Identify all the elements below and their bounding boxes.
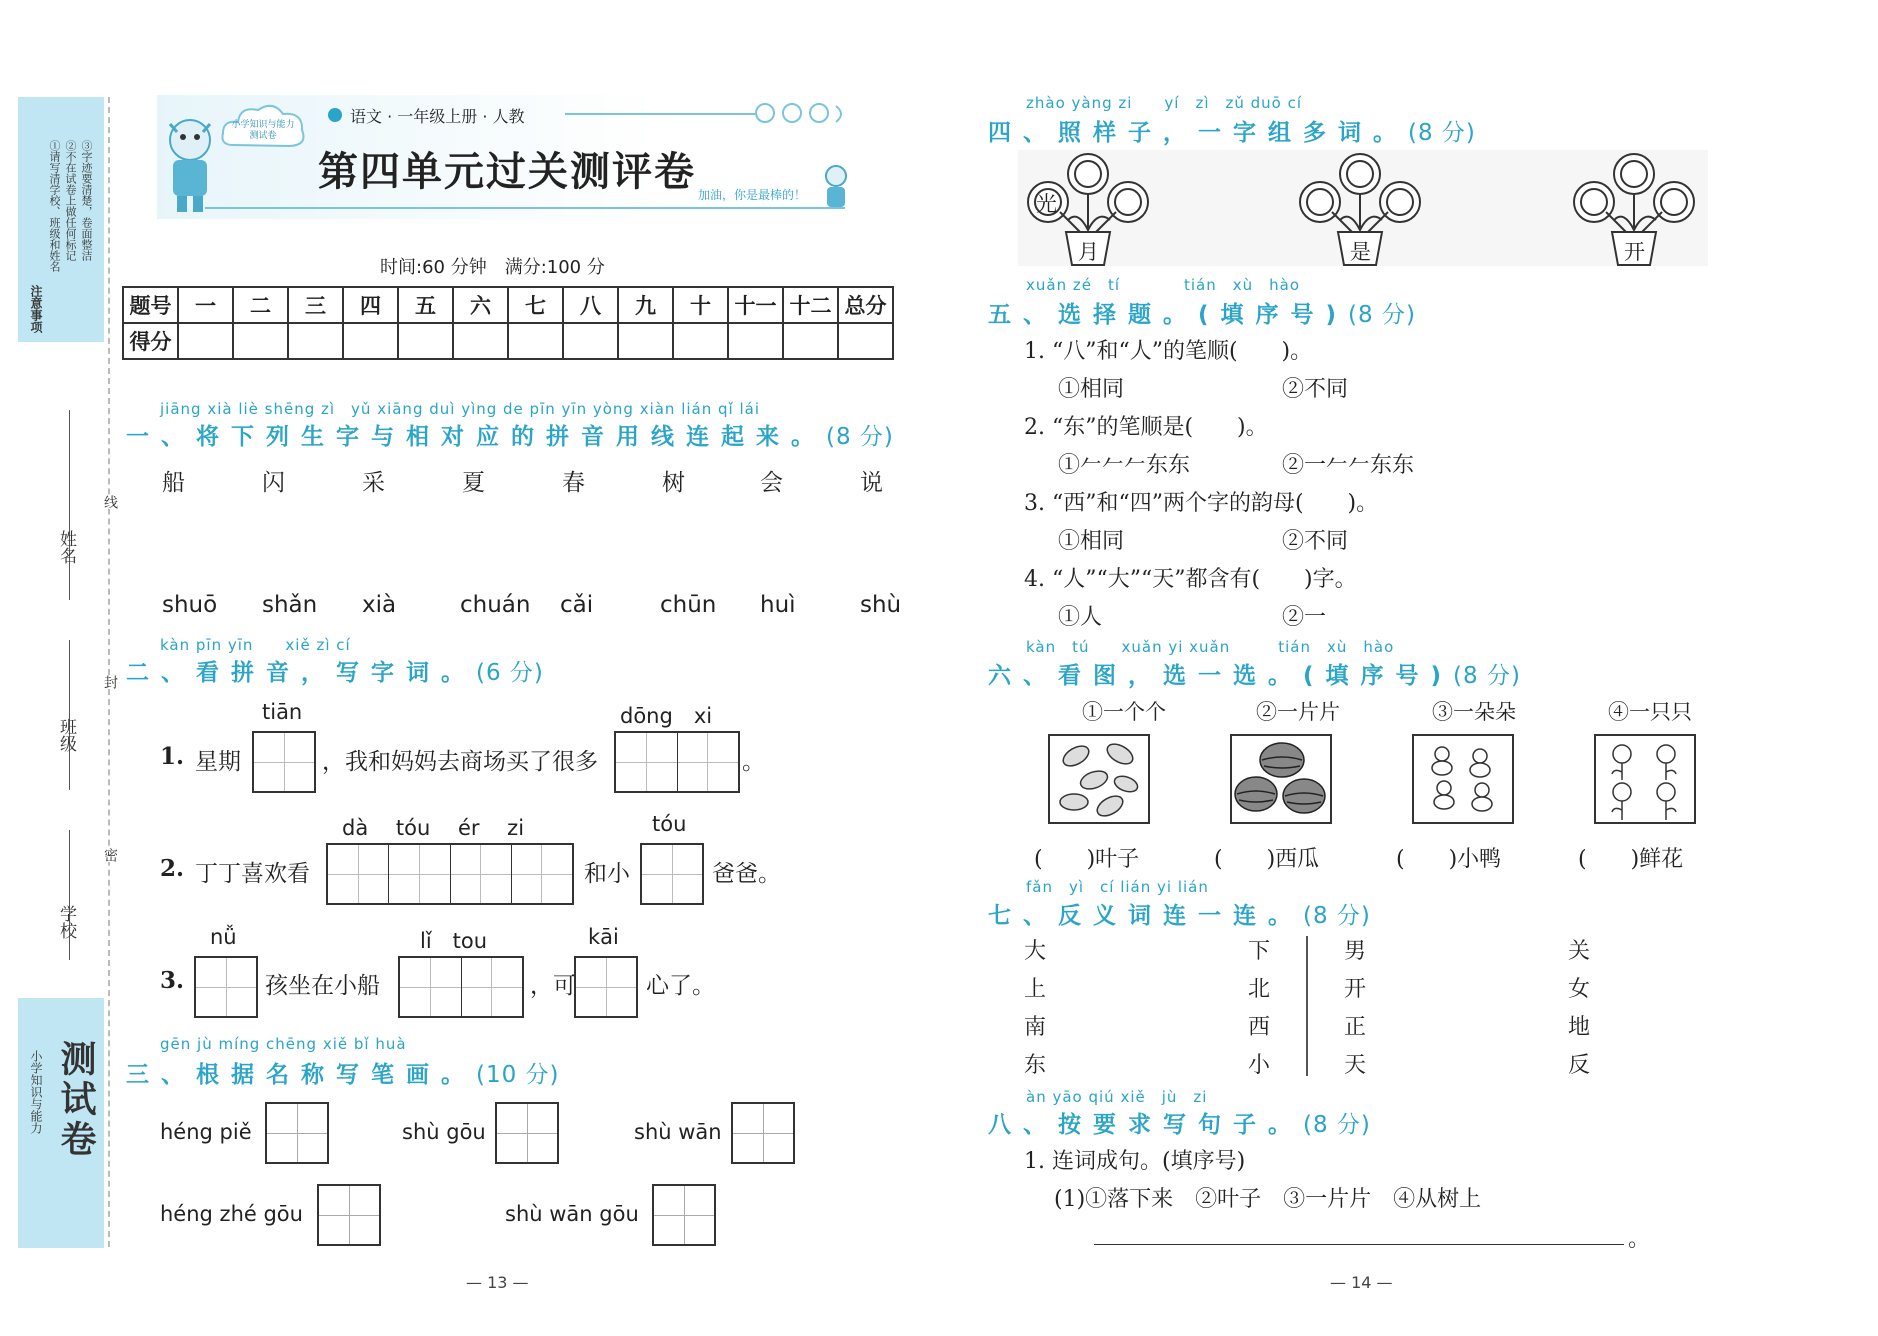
sidebar-note-2: ②不在试卷上做任何标记 bbox=[64, 140, 77, 261]
brand-small-text: 小学知识与能力 bbox=[29, 1050, 43, 1134]
watermelon-icon bbox=[1232, 736, 1330, 822]
s1-char: 会 bbox=[760, 470, 783, 496]
score-table-score-row bbox=[123, 323, 893, 359]
s8-answer-line[interactable] bbox=[1094, 1244, 1624, 1245]
subject-arrow-icon bbox=[328, 108, 342, 122]
s1-char: 树 bbox=[662, 470, 685, 496]
class-field-line bbox=[69, 640, 70, 790]
s4-example-char: 光 bbox=[1036, 192, 1057, 216]
s6-blank[interactable]: ( )叶子 bbox=[1034, 847, 1140, 872]
leaf-icon bbox=[1050, 736, 1148, 822]
s7-word[interactable]: 西 bbox=[1248, 1015, 1271, 1040]
s5-pinyin: xuǎn zé tí tián xù hào bbox=[1026, 276, 1301, 294]
score-input-cell[interactable] bbox=[673, 323, 728, 359]
s2-q1-answer-box-1[interactable] bbox=[252, 731, 316, 793]
s2-q1-text-b: ，我和妈妈去商场买了很多 bbox=[322, 749, 598, 775]
s2-q3-pinyin-3: kāi bbox=[588, 925, 619, 949]
s2-q1-text-a: 星期 bbox=[195, 749, 241, 775]
score-input-cell[interactable] bbox=[508, 323, 563, 359]
s1-pinyin-option[interactable]: shǎn bbox=[262, 592, 318, 618]
s1-title-text: 一、将下列生字与相对应的拼音用线连起来。 bbox=[126, 424, 826, 450]
s3-pinyin: gēn jù míng chēng xiě bǐ huà bbox=[160, 1035, 407, 1053]
s2-q2-answer-box-2[interactable] bbox=[640, 843, 704, 905]
score-input-cell[interactable] bbox=[178, 323, 233, 359]
s3-title-text: 三、根据名称写笔画。 bbox=[126, 1062, 476, 1088]
s1-pinyin-option[interactable]: xià bbox=[362, 592, 397, 618]
s2-pinyin: kàn pīn yīn xiě zì cí bbox=[160, 636, 351, 654]
score-table bbox=[122, 286, 894, 360]
s2-q1-number: 1. bbox=[160, 743, 185, 770]
score-cell: 三 bbox=[288, 287, 343, 323]
sidebar-note-3: ③字迹要清楚，卷面整洁 bbox=[80, 140, 93, 261]
s7-word[interactable]: 关 bbox=[1568, 939, 1591, 964]
leaves-picture bbox=[1048, 734, 1150, 824]
school-field-label: 学校 bbox=[56, 905, 76, 939]
score-input-cell[interactable] bbox=[618, 323, 673, 359]
s3-title bbox=[126, 1056, 560, 1089]
s1-pinyin-option[interactable]: shù bbox=[860, 592, 902, 618]
duckling-icon bbox=[1414, 736, 1512, 822]
score-cell: 四 bbox=[343, 287, 398, 323]
score-input-cell[interactable] bbox=[233, 323, 288, 359]
s2-q1-pinyin-1: tiān bbox=[262, 700, 303, 724]
s3-stroke-name: héng zhé gōu bbox=[160, 1202, 303, 1226]
s5-title bbox=[988, 296, 1416, 329]
header-dot-line bbox=[565, 113, 755, 115]
s6-pinyin: kàn tú xuǎn yi xuǎn tián xù hào bbox=[1026, 638, 1395, 656]
s3-answer-box[interactable] bbox=[495, 1102, 559, 1164]
cut-mark-secret: 密 bbox=[102, 848, 118, 862]
page-number-right: — 14 — bbox=[1330, 1273, 1393, 1292]
s2-q3-answer-box-3[interactable] bbox=[574, 956, 638, 1018]
s1-pinyin-option[interactable]: shuō bbox=[162, 592, 218, 618]
s7-points: (8 分) bbox=[1303, 903, 1371, 929]
s8-answer-period: 。 bbox=[1628, 1227, 1651, 1252]
ducklings-picture bbox=[1412, 734, 1514, 824]
s8-title-text: 八、按要求写句子。 bbox=[988, 1112, 1303, 1138]
score-input-cell[interactable] bbox=[453, 323, 508, 359]
s6-blank[interactable]: ( )鲜花 bbox=[1578, 847, 1684, 872]
score-input-cell[interactable] bbox=[288, 323, 343, 359]
flowers-picture bbox=[1594, 734, 1696, 824]
exam-meta: 时间:60 分钟 满分:100 分 bbox=[380, 257, 605, 278]
score-row-label: 得分 bbox=[123, 323, 178, 359]
s5-q4: 4. “人”“大”“天”都含有( )字。 bbox=[1024, 567, 1357, 592]
s7-word[interactable]: 地 bbox=[1568, 1015, 1591, 1040]
s1-pinyin: jiāng xià liè shēng zì yǔ xiāng duì yìng de pīn yīn yòng xiàn lián qǐ lái bbox=[160, 400, 760, 418]
s1-title bbox=[126, 418, 894, 451]
s7-word[interactable]: 上 bbox=[1024, 977, 1047, 1002]
s6-option: ②一片片 bbox=[1256, 700, 1340, 724]
s6-option: ③一朵朵 bbox=[1432, 700, 1516, 724]
s7-word[interactable]: 北 bbox=[1248, 977, 1271, 1002]
s5-q1: 1. “八”和“人”的笔顺( )。 bbox=[1024, 339, 1313, 364]
s2-q3-text-b: ，可 bbox=[530, 973, 576, 999]
s3-stroke-name: shù wān bbox=[634, 1120, 722, 1144]
s1-char: 夏 bbox=[462, 470, 485, 496]
s5-q2-option[interactable]: ②一𠂉𠂉东东 bbox=[1282, 453, 1415, 478]
s7-word[interactable]: 男 bbox=[1344, 939, 1367, 964]
s5-q4-option[interactable]: ②一 bbox=[1282, 605, 1327, 630]
sidebar-note-1: ①请写清学校、班级和姓名 bbox=[48, 140, 61, 272]
s4-title-text: 四、照样子，一字组多词。 bbox=[988, 120, 1408, 146]
s2-q2-answer-box-1[interactable] bbox=[326, 843, 574, 905]
s1-char: 春 bbox=[562, 470, 585, 496]
mascot-icon bbox=[155, 112, 225, 217]
score-cell: 九 bbox=[618, 287, 673, 323]
s2-q2-text-a: 丁丁喜欢看 bbox=[195, 861, 310, 887]
s7-word[interactable]: 女 bbox=[1568, 977, 1591, 1002]
s4-pinyin: zhào yàng zi yí zì zǔ duō cí bbox=[1026, 94, 1303, 112]
s2-q3-number: 3. bbox=[160, 967, 185, 994]
cut-mark-seal: 封 bbox=[102, 675, 118, 689]
s5-points: (8 分) bbox=[1348, 302, 1416, 328]
s1-char: 闪 bbox=[262, 470, 285, 496]
header-subject: 语文 · 一年级上册 · 人教 bbox=[350, 107, 525, 126]
score-input-cell[interactable] bbox=[728, 323, 783, 359]
s4-pot-char: 是 bbox=[1350, 240, 1371, 264]
s8-q1-words: (1)①落下来 ②叶子 ③一片片 ④从树上 bbox=[1054, 1187, 1482, 1212]
score-cell: 七 bbox=[508, 287, 563, 323]
s2-q2-end: 爸爸。 bbox=[712, 861, 781, 887]
s3-points: (10 分) bbox=[476, 1062, 560, 1088]
s4-points: (8 分) bbox=[1408, 120, 1476, 146]
s1-char: 船 bbox=[162, 470, 185, 496]
s2-q1-end: 。 bbox=[742, 749, 765, 775]
s2-q3-text-a: 孩坐在小船 bbox=[265, 973, 380, 999]
s2-q2-number: 2. bbox=[160, 855, 185, 882]
s7-word[interactable]: 小 bbox=[1248, 1053, 1271, 1078]
s8-points: (8 分) bbox=[1303, 1112, 1371, 1138]
s6-option: ④一只只 bbox=[1608, 700, 1692, 724]
s2-q1-answer-box-2[interactable] bbox=[614, 731, 740, 793]
s1-char: 说 bbox=[860, 470, 883, 496]
s5-title-text: 五、选择题。(填序号) bbox=[988, 302, 1349, 328]
page-title: 第四单元过关测评卷 bbox=[318, 148, 696, 195]
s1-points: (8 分) bbox=[826, 424, 894, 450]
class-field-label: 班级 bbox=[56, 718, 76, 752]
s2-title bbox=[126, 654, 544, 687]
flower-icon bbox=[1596, 736, 1694, 822]
score-cell: 题号 bbox=[123, 287, 178, 323]
score-cell: 十一 bbox=[728, 287, 783, 323]
s6-title bbox=[988, 657, 1521, 690]
s6-blank[interactable]: ( )西瓜 bbox=[1214, 847, 1320, 872]
watermelons-picture bbox=[1230, 734, 1332, 824]
s4-pot-char: 开 bbox=[1624, 240, 1645, 264]
s2-q3-pinyin-1: nǚ bbox=[210, 925, 237, 949]
s2-q2-text-b: 和小 bbox=[584, 861, 630, 887]
s5-q1-option[interactable]: ①相同 bbox=[1058, 377, 1125, 402]
s2-q3-answer-box-2[interactable] bbox=[398, 956, 524, 1018]
score-cell: 八 bbox=[563, 287, 618, 323]
header-bottom-line bbox=[205, 207, 845, 209]
s2-q2-pinyin-1: dà tóu ér zi bbox=[342, 816, 525, 840]
s2-q3-end: 心了。 bbox=[646, 973, 715, 999]
s3-stroke-name: shù wān gōu bbox=[505, 1202, 639, 1226]
s6-blank[interactable]: ( )小鸭 bbox=[1396, 847, 1502, 872]
name-field-label: 姓名 bbox=[56, 530, 76, 564]
s8-q1: 1. 连词成句。(填序号) bbox=[1024, 1149, 1246, 1174]
score-input-cell[interactable] bbox=[563, 323, 618, 359]
s4-pot-char: 月 bbox=[1078, 240, 1099, 264]
brand-big-text: 测试卷 bbox=[55, 1040, 96, 1160]
score-input-cell[interactable] bbox=[783, 323, 838, 359]
s2-points: (6 分) bbox=[476, 660, 544, 686]
header-slogan: 加油，你是最棒的！ bbox=[698, 188, 807, 202]
s8-title bbox=[988, 1106, 1371, 1139]
cut-mark-line: 线 bbox=[102, 495, 118, 509]
s6-option: ①一个个 bbox=[1082, 700, 1166, 724]
s1-pinyin-option[interactable]: chuán bbox=[460, 592, 531, 618]
s2-q3-pinyin-2: lǐ tou bbox=[420, 929, 488, 953]
s3-answer-box[interactable] bbox=[317, 1184, 381, 1246]
s7-pinyin: fǎn yì cí lián yi lián bbox=[1026, 878, 1209, 896]
s7-word[interactable]: 正 bbox=[1344, 1015, 1367, 1040]
score-cell: 十二 bbox=[783, 287, 838, 323]
s6-title-text: 六、看图，选一选。(填序号) bbox=[988, 663, 1454, 689]
s7-word[interactable]: 东 bbox=[1024, 1053, 1047, 1078]
s3-answer-box[interactable] bbox=[652, 1184, 716, 1246]
s7-word[interactable]: 下 bbox=[1248, 939, 1271, 964]
s7-word[interactable]: 反 bbox=[1568, 1053, 1591, 1078]
score-cell: 五 bbox=[398, 287, 453, 323]
score-cell: 六 bbox=[453, 287, 508, 323]
s2-q3-answer-box-1[interactable] bbox=[194, 956, 258, 1018]
s7-divider bbox=[1306, 936, 1308, 1076]
s1-pinyin-option[interactable]: cǎi bbox=[560, 592, 594, 618]
dashed-cut-line bbox=[108, 97, 110, 1247]
s2-title-text: 二、看拼音，写字词。 bbox=[126, 660, 476, 686]
s5-q2: 2. “东”的笔顺是( )。 bbox=[1024, 415, 1268, 440]
page-number-left: — 13 — bbox=[466, 1273, 529, 1292]
s7-word[interactable]: 天 bbox=[1344, 1053, 1367, 1078]
s3-stroke-name: shù gōu bbox=[402, 1120, 486, 1144]
name-field-line bbox=[69, 410, 70, 600]
flower-decoration-icon bbox=[752, 100, 848, 126]
s7-word[interactable]: 南 bbox=[1024, 1015, 1047, 1040]
s3-stroke-name: héng piě bbox=[160, 1120, 252, 1144]
s5-q2-option[interactable]: ①𠂉𠂉𠂉东东 bbox=[1058, 453, 1191, 478]
score-input-cell[interactable] bbox=[838, 323, 893, 359]
s3-answer-box[interactable] bbox=[731, 1102, 795, 1164]
cloud-text: 小学知识与能力测试卷 bbox=[231, 120, 295, 141]
score-cell: 二 bbox=[233, 287, 288, 323]
s1-pinyin-option[interactable]: huì bbox=[760, 592, 796, 618]
s5-q1-option[interactable]: ②不同 bbox=[1282, 377, 1349, 402]
score-input-cell[interactable] bbox=[343, 323, 398, 359]
s3-answer-box[interactable] bbox=[265, 1102, 329, 1164]
score-cell: 一 bbox=[178, 287, 233, 323]
s6-points: (8 分) bbox=[1453, 663, 1521, 689]
s5-q3-option[interactable]: ①相同 bbox=[1058, 529, 1125, 554]
s8-pinyin: àn yāo qiú xiě jù zi bbox=[1026, 1088, 1208, 1106]
score-input-cell[interactable] bbox=[398, 323, 453, 359]
s2-q1-pinyin-2: dōng xi bbox=[620, 704, 713, 728]
school-field-line bbox=[69, 830, 70, 960]
s2-q2-pinyin-2: tóu bbox=[652, 812, 687, 836]
score-cell: 总分 bbox=[838, 287, 893, 323]
sidebar-note-heading: 注意事项 bbox=[29, 285, 43, 333]
small-mascot-icon bbox=[818, 162, 854, 214]
s4-title bbox=[988, 114, 1476, 147]
s5-q4-option[interactable]: ①人 bbox=[1058, 605, 1103, 630]
s7-word[interactable]: 开 bbox=[1344, 977, 1367, 1002]
s7-title bbox=[988, 897, 1371, 930]
score-table-header-row bbox=[123, 287, 893, 323]
s1-char: 采 bbox=[362, 470, 385, 496]
s1-pinyin-option[interactable]: chūn bbox=[660, 592, 717, 618]
s7-word[interactable]: 大 bbox=[1024, 939, 1047, 964]
s7-title-text: 七、反义词连一连。 bbox=[988, 903, 1303, 929]
s5-q3: 3. “西”和“四”两个字的韵母( )。 bbox=[1024, 491, 1379, 516]
score-cell: 十 bbox=[673, 287, 728, 323]
s5-q3-option[interactable]: ②不同 bbox=[1282, 529, 1349, 554]
